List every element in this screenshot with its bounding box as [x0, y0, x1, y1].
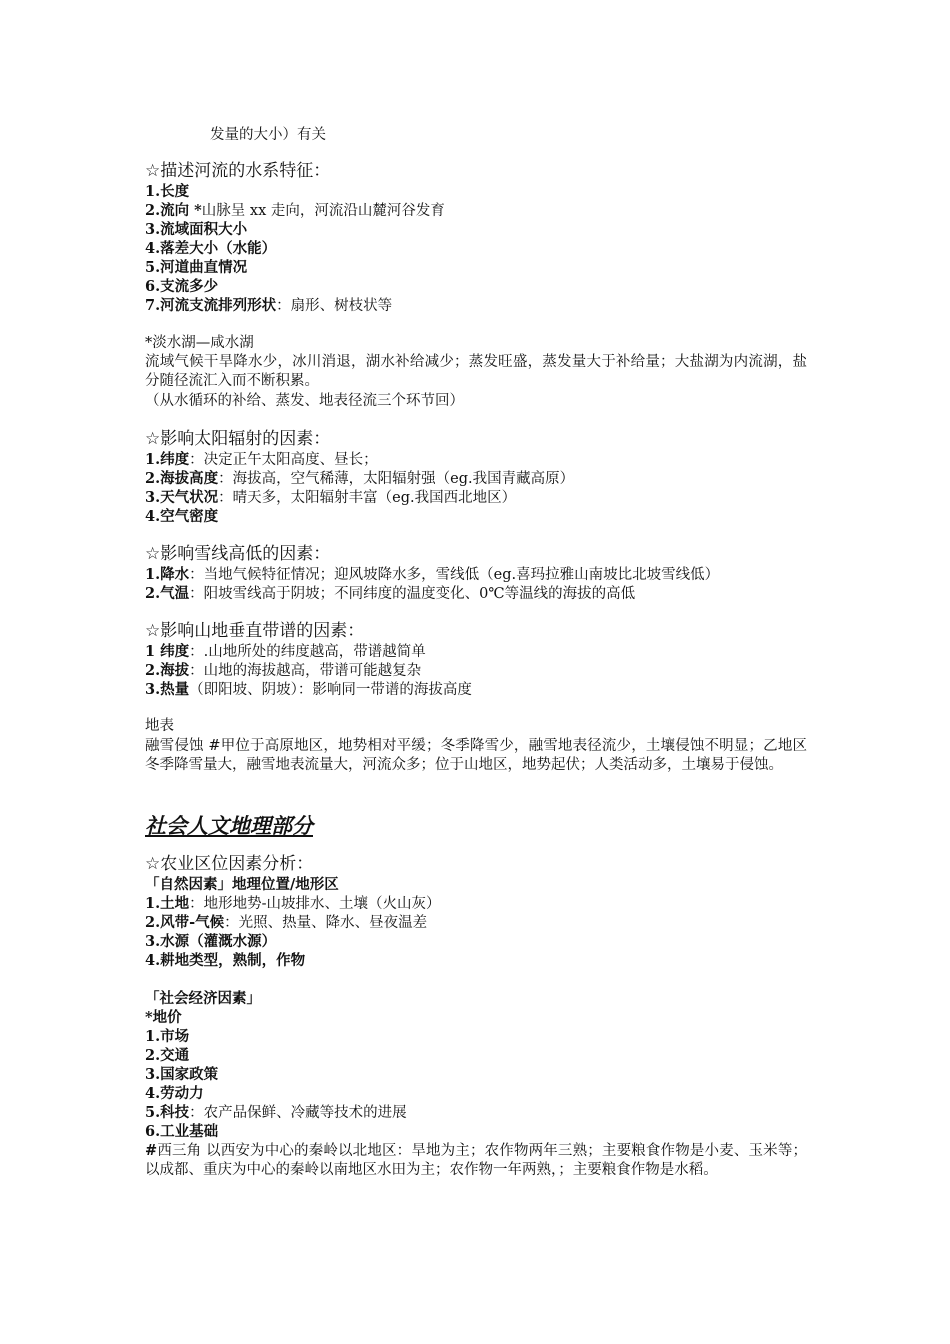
- social-item: 4.劳动力: [145, 1085, 204, 1102]
- solar-item: 2.海拔高度：海拔高，空气稀薄，太阳辐射强（eg.我国青藏高原）: [145, 470, 575, 487]
- social-item: 1.市场: [145, 1028, 190, 1045]
- intro-tail: 发量的大小）有关: [210, 127, 326, 143]
- solar-item: 3.天气状况：晴天多，太阳辐射丰富（eg.我国西北地区）: [145, 489, 517, 506]
- agri-note-paragraph: #西三角 以西安为中心的秦岭以北地区：旱地为主；农作物两年三熟；主要粮食作物是小麦、玉米等；以成都、重庆为中心的秦岭以南地区水田为主；农作物一年两熟，；主要粮食作物是水稻。: [145, 1142, 807, 1178]
- river-heading: ☆描述河流的水系特征：: [145, 161, 331, 181]
- mountain-item: 1 纬度：.山地所处的纬度越高，带谱越简单: [145, 643, 426, 660]
- lake-paragraph: 流域气候干旱降水少，冰川消退，湖水补给减少；蒸发旺盛，蒸发量大于补给量；大盐湖为内流湖，盐分随径流汇入而不断积累。: [145, 354, 807, 389]
- river-item: 4.落差大小（水能）: [145, 240, 277, 257]
- social-item: 2.交通: [145, 1047, 190, 1064]
- snowline-item: 2.气温：阳坡雪线高于阴坡；不同纬度的温度变化、0℃等温线的海拔的高低: [145, 585, 636, 602]
- mountain-heading: ☆影响山地垂直带谱的因素：: [145, 621, 365, 641]
- river-item: 2.流向 *山脉呈 xx 走向，河流沿山麓河谷发育: [145, 202, 445, 219]
- section-title: 社会人文地理部分: [145, 813, 313, 838]
- social-item: 3.国家政策: [145, 1066, 219, 1083]
- mountain-item: 2.海拔：山地的海拔越高，带谱可能越复杂: [145, 662, 422, 679]
- natural-factors-title: 「自然因素」地理位置/地形区: [145, 876, 339, 893]
- river-item: 3.流域面积大小: [145, 221, 248, 238]
- lake-note: （从水循环的补给、蒸发、地表径流三个环节回）: [145, 393, 464, 409]
- river-item: 1.长度: [145, 183, 190, 200]
- natural-item: 1.土地：地形地势-山坡排水、土壤（火山灰）: [145, 895, 441, 912]
- mountain-item: 3.热量（即阳坡、阴坡）：影响同一带谱的海拔高度: [145, 681, 472, 698]
- natural-item: 3.水源（灌溉水源）: [145, 933, 277, 950]
- river-item: 5.河道曲直情况: [145, 259, 248, 276]
- solar-item: 1.纬度：决定正午太阳高度、昼长；: [145, 451, 378, 468]
- snowline-item: 1.降水：当地气候特征情况；迎风坡降水多，雪线低（eg.喜玛拉雅山南坡比北坡雪线低）: [145, 566, 720, 583]
- natural-item: 4.耕地类型，熟制，作物: [145, 952, 306, 969]
- river-item: 6.支流多少: [145, 278, 219, 295]
- natural-item: 2.风带-气候：光照、热量、降水、昼夜温差: [145, 914, 428, 931]
- agri-heading: ☆农业区位因素分析：: [145, 854, 314, 874]
- surface-title: 地表: [145, 718, 174, 734]
- solar-item: 4.空气密度: [145, 508, 219, 525]
- river-item: 7.河流支流排列形状：扇形、树枝状等: [145, 297, 393, 314]
- solar-heading: ☆影响太阳辐射的因素：: [145, 429, 331, 449]
- social-item: 5.科技：农产品保鲜、冷藏等技术的进展: [145, 1104, 407, 1121]
- social-factors-title: 「社会经济因素」: [145, 990, 261, 1007]
- surface-paragraph: 融雪侵蚀 #甲位于高原地区，地势相对平缓；冬季降雪少，融雪地表径流少，土壤侵蚀不明显；乙地区冬季降雪量大，融雪地表流量大，河流众多；位于山地区，地势起伏；人类活动多，土壤易于侵蚀。: [145, 738, 807, 773]
- social-item: 6.工业基础: [145, 1123, 219, 1140]
- social-item: *地价: [145, 1009, 182, 1026]
- lake-title: *淡水湖—咸水湖: [145, 335, 254, 351]
- snowline-heading: ☆影响雪线高低的因素：: [145, 544, 331, 564]
